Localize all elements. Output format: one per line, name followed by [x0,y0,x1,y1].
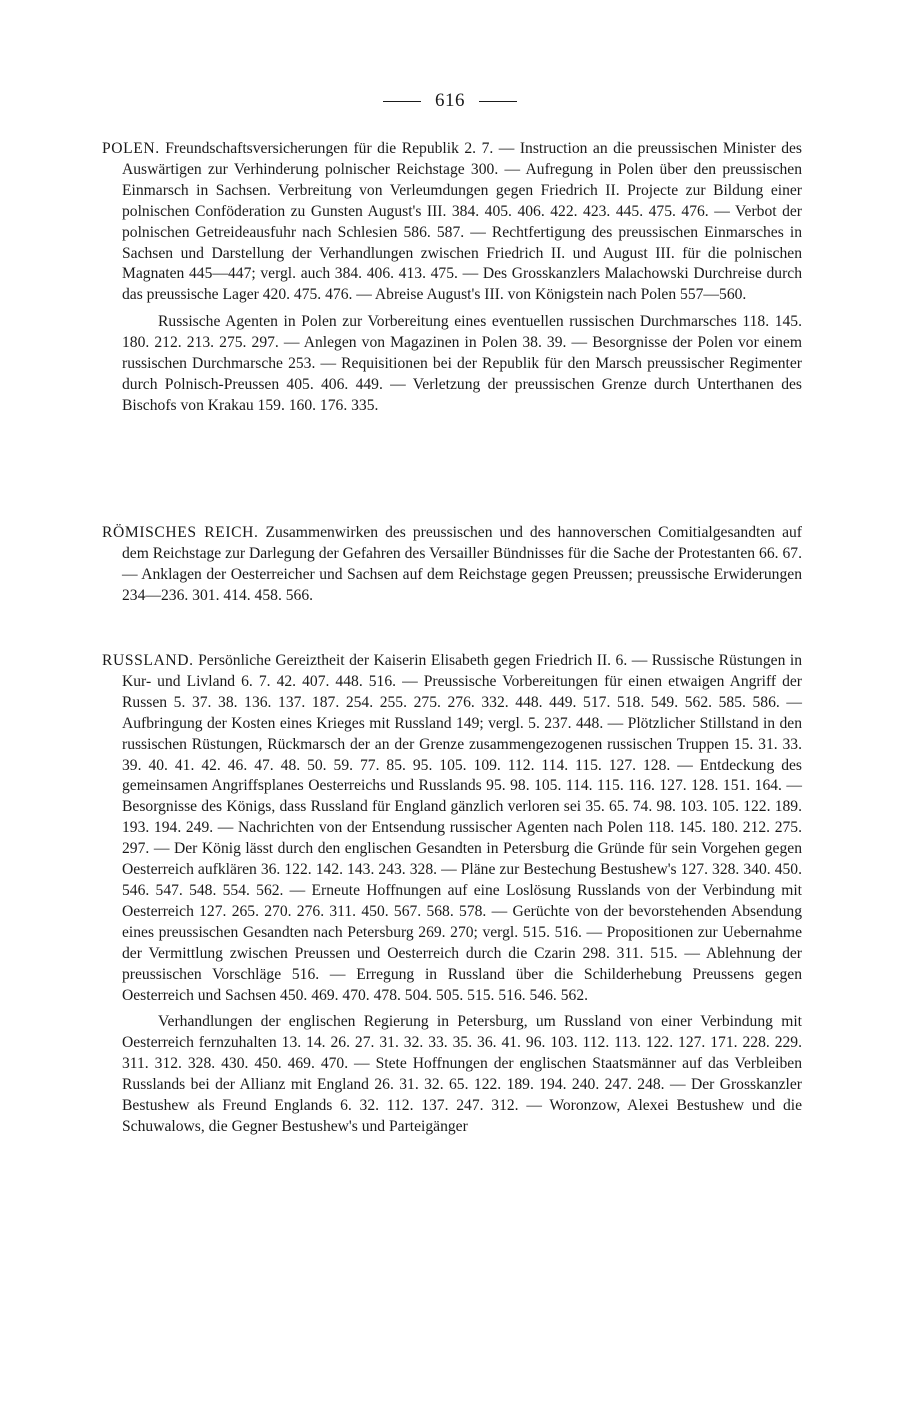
entry-subparagraph: Russische Agenten in Polen zur Vorbereitung eines eventuellen russischen Durchmarsches 118. 145. 180. 212. 213. 275. 297. — Anlegen von Magazinen in Polen 38. 39. — Besorgnisse der Polen vor einem russischen Durchmarsche 253. — Requisitionen bei der Republik für den Marsch preussischer Regimenter durch Polnisch-Preussen 405. 406. 449. — Verletzung der preussischen Grenze durch Unterthanen des Bischofs von Krakau 159. 160. 176. 335. [122,313,802,414]
entry-body: Persönliche Gereiztheit der Kaiserin Elisabeth gegen Friedrich II. 6. — Russische Rüstungen in Kur- und Livland 6. 7. 42. 407. 448. 516. — Preussische Vorbereitungen für einen etwaigen Angriff der Russen 5. 37. 38. 136. 137. 187. 254. 255. 275. 276. 332. 448. 449. 517. 518. 549. 562. 585. 586. — Aufbringung der Kosten eines Krieges mit Russland 149; vergl. 5. 237. 448. — Plötzlicher Stillstand in den russischen Rüstungen, Rückmarsch der an der Grenze zusammengezogenen russischen Truppen 15. 31. 33. 39. 40. 41. 42. 46. 47. 48. 50. 59. 77. 85. 95. 105. 109. 112. 114. 115. 127. 128. — Entdeckung des gemeinsamen Angriffsplanes Oesterreichs und Russlands 95. 98. 105. 114. 115. 116. 127. 128. 151. 164. — Besorgnisse des Königs, dass Russland für England gänzlich verloren sei 35. 65. 74. 98. 103. 105. 122. 189. 193. 194. 249. — Nachrichten von der Entsendung russischer Agenten nach Polen 118. 145. 180. 212. 275. 297. — Der König lässt durch den englischen Gesandten in Petersburg die Gründe für sein Vorgehen gegen Oesterreich aufklären 36. 122. 142. 143. 243. 328. — Pläne zur Bestechung Bestushew's 127. 328. 340. 450. 546. 547. 548. 554. 562. — Erneute Hoffnungen auf eine Loslösung Russlands von der Verbindung mit Oesterreich 127. 265. 270. 276. 311. 450. 567. 568. 578. — Gerüchte von der bevorstehenden Absendung eines preussischen Gesandten nach Petersburg 269. 270; vergl. 515. 516. — Propositionen zur Uebernahme der Vermittlung zwischen Preussen und Oesterreich durch die Czarin 298. 311. 515. — Ablehnung der preussischen Vorschläge 516. — Erregung in Russland über die Schilderhebung Preussens gegen Oesterreich und Sachsen 450. 469. 470. 478. 504. 505. 515. 516. 546. 562. [122,652,802,1004]
entry-lemma: RÖMISCHES REICH. [102,524,259,541]
entry-main-text [102,651,802,1006]
entry-lemma: POLEN. [102,140,160,157]
entry-body: Freundschaftsversicherungen für die Republik 2. 7. — Instruction an die preussischen Minister des Auswärtigen zur Verhinderung polnischer Reichstage 300. — Aufregung in Polen über den preussischen Einmarsch in Sachsen. Verbreitung von Verleumdungen gegen Friedrich II. Projecte zur Bildung einer polnischen Conföderation zu Gunsten August's III. 384. 405. 406. 422. 423. 445. 475. 476. — Verbot der polnischen Getreideausfuhr nach Schlesien 586. 587. — Rechtfertigung des preussischen Einmarsches in Sachsen und Darstellung der Verhandlungen zwischen Friedrich II. und August III. für die polnischen Magnaten 445—447; vergl. auch 384. 406. 413. 475. — Des Grosskanzlers Malachowski Durchreise durch das preussische Lager 420. 475. 476. — Abreise August's III. von Königstein nach Polen 557—560. [122,140,802,304]
entry-russland [102,651,802,1138]
entry-subparagraph: Verhandlungen der englischen Regierung in Petersburg, um Russland von einer Verbindung mit Oesterreich fernzuhalten 13. 14. 26. 27. 31. 32. 33. 35. 36. 41. 96. 103. 112. 113. 122. 127. 171. 228. 229. 311. 312. 328. 430. 450. 469. 470. — Stete Hoffnungen der englischen Staatsmänner auf das Verbleiben Russlands bei der Allianz mit England 26. 31. 32. 65. 122. 189. 194. 240. 247. 248. — Der Grosskanzler Bestushew als Freund Englands 6. 32. 112. 137. 247. 312. — Woronzow, Alexei Bestushew und die Schuwalows, die Gegner Bestushew's und Parteigänger [122,1013,802,1135]
header-rule-right [479,101,517,102]
page-number: 616 [435,90,465,111]
entry-main-text [102,139,802,306]
page-header [0,90,900,112]
entry-main-text [102,523,802,607]
header-rule-left [383,101,421,102]
entry-roemisches-reich [102,523,802,607]
entry-lemma: RUSSLAND. [102,652,194,669]
entry-body: Zusammenwirken des preussischen und des hannoverschen Comitialgesandten auf dem Reichstage zur Darlegung der Gefahren des Versailler Bündnisses für die Sache der Protestanten 66. 67. — Anklagen der Oesterreicher und Sachsen auf dem Reichstage gegen Preussen; preussische Erwiderungen 234—236. 301. 414. 458. 566. [122,524,802,604]
entry-polen [102,139,802,417]
